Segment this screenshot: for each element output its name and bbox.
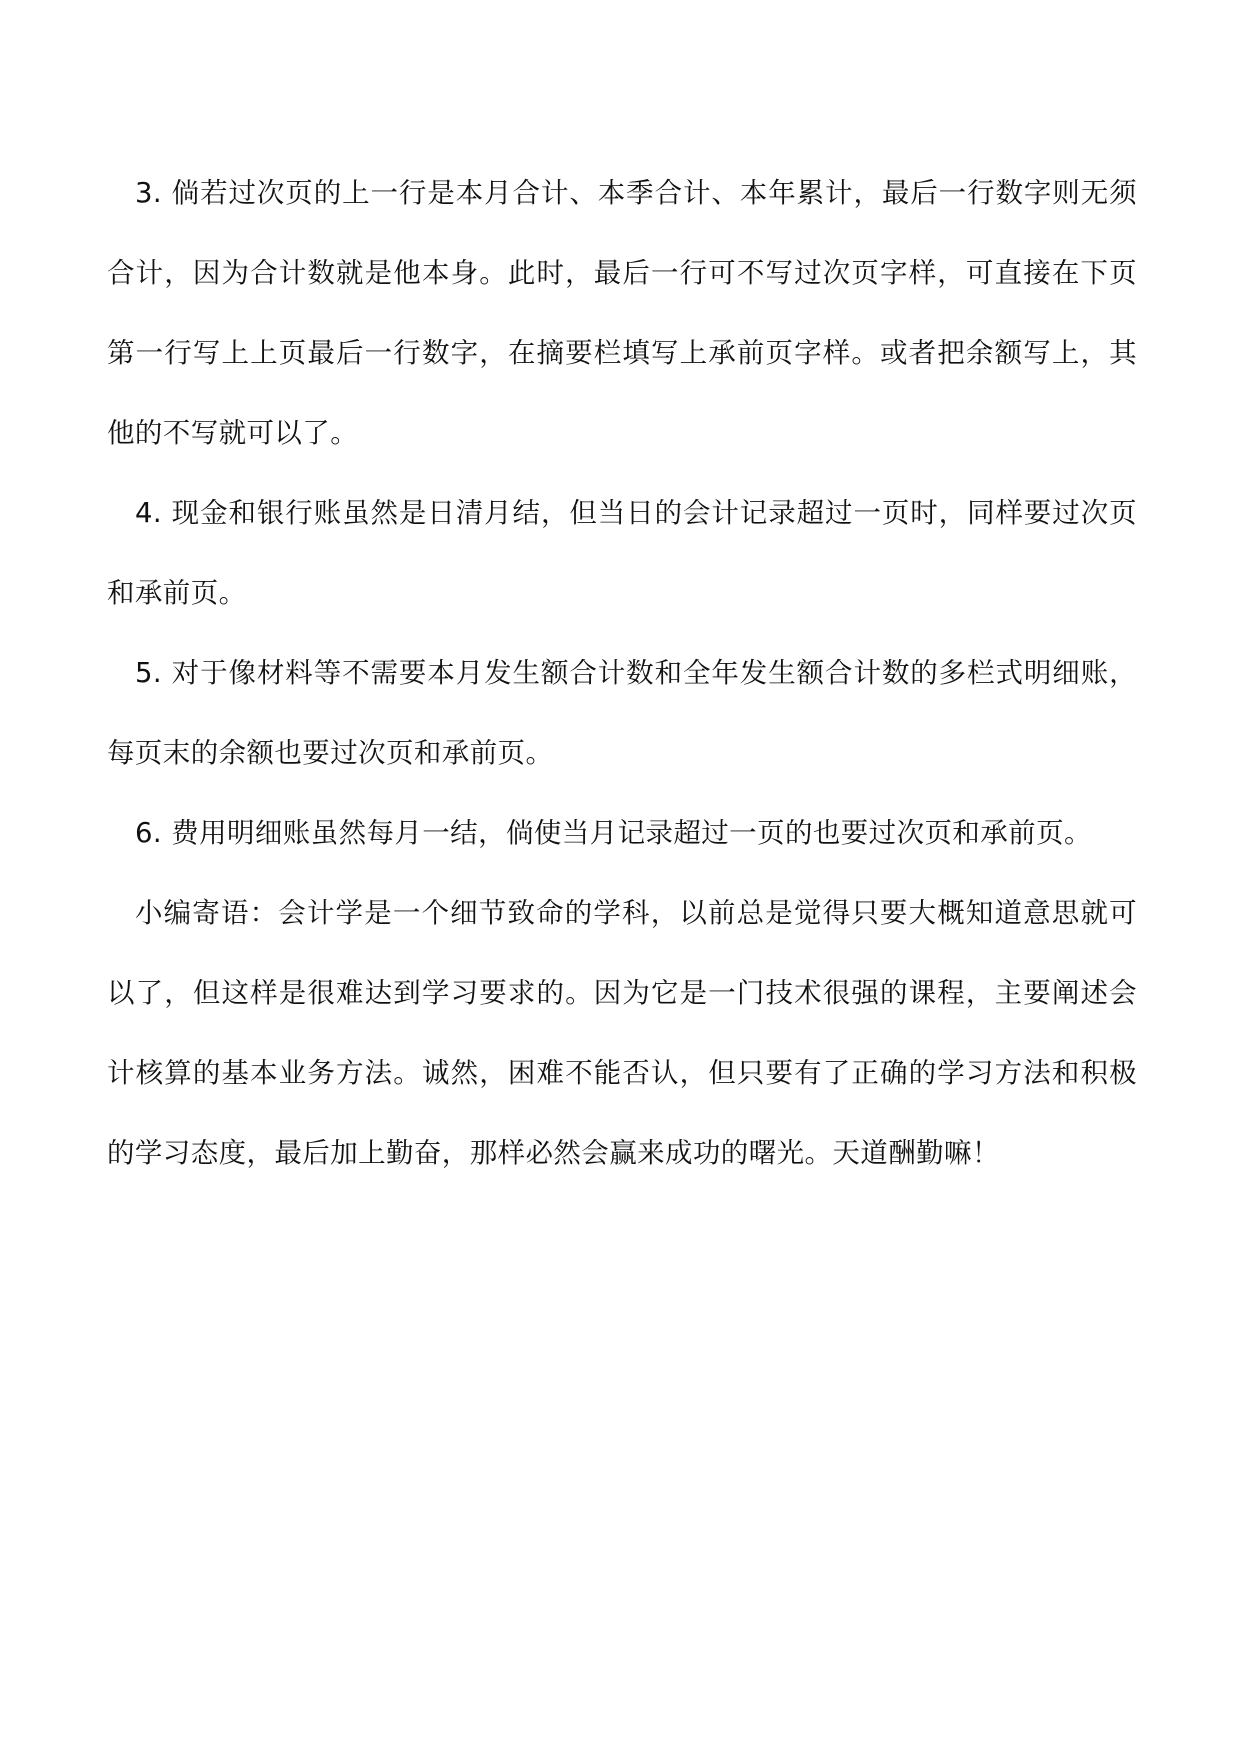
document-body [107, 153, 1137, 1193]
editor-note-paragraph: 小编寄语：会计学是一个细节致命的学科，以前总是觉得只要大概知道意思就可以了，但这样是很难达到学习要求的。因为它是一门技术很强的课程，主要阐述会计核算的基本业务方法。诚然，困难不能否认，但只要有了正确的学习方法和积极的学习态度，最后加上勤奋，那样必然会赢来成功的曙光。天道酬勤嘛！ [107, 897, 1137, 1169]
paragraph-item-6: 6. 费用明细账虽然每月一结，倘使当月记录超过一页的也要过次页和承前页。 [135, 817, 1092, 849]
paragraph-item-4: 4. 现金和银行账虽然是日清月结，但当日的会计记录超过一页时，同样要过次页和承前页。 [107, 497, 1137, 609]
paragraph-item-5: 5. 对于像材料等不需要本月发生额合计数和全年发生额合计数的多栏式明细账，每页末的余额也要过次页和承前页。 [107, 657, 1137, 769]
paragraph-item-3: 3. 倘若过次页的上一行是本月合计、本季合计、本年累计，最后一行数字则无须合计，因为合计数就是他本身。此时，最后一行可不写过次页字样，可直接在下页第一行写上上页最后一行数字，在摘要栏填写上承前页字样。或者把余额写上，其他的不写就可以了。 [107, 177, 1137, 449]
